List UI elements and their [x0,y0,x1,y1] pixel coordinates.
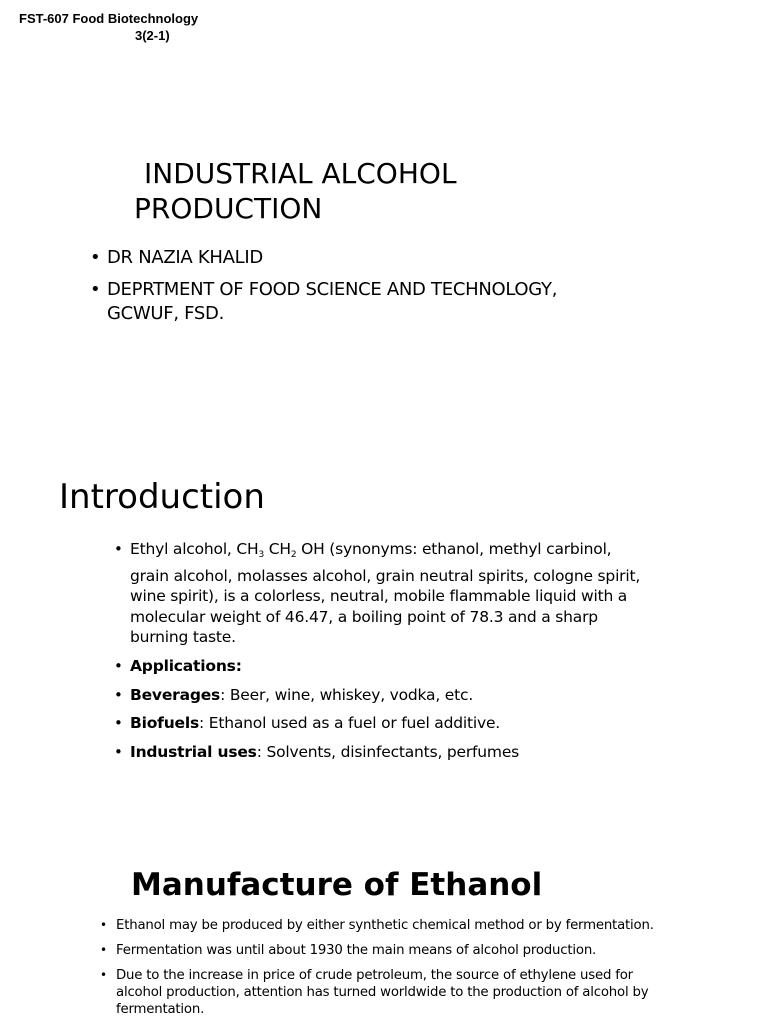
section-title-manufacture: Manufacture of Ethanol [131,867,543,903]
application-label: Biofuels [130,714,200,733]
bullet-icon: • [114,714,123,733]
course-header [19,10,289,44]
application-text: : Beer, wine, whiskey, vodka, etc. [220,685,474,704]
manufacture-point: Fermentation was until about 1930 the main means of alcohol production. [116,943,597,958]
bullet-icon: • [114,656,123,675]
manufacture-list [100,917,680,1026]
section-title-introduction: Introduction [59,477,265,517]
applications-heading: Applications: [130,656,242,675]
list-item [114,685,654,706]
bullet-icon: • [90,247,101,268]
bullet-icon: • [114,685,123,704]
application-text: : Solvents, disinfectants, perfumes [256,742,520,761]
list-item [90,278,570,326]
bullet-icon: • [100,918,107,932]
ethanol-definition: Ethyl alcohol, $CH_3$ $CH_2$ OH (synonyms: ethanol, methyl carbinol, grain alcohol, molasses alcohol, grain neutral spirits, cologne spirit, wine spirit), is a colorless, neutral, mobile flammable liquid with a molecular weight of 46.47, a boiling point of 78.3 and a sharp burning taste. [130,540,641,647]
introduction-list [114,539,654,770]
course-title: FST-607 Food Biotechnology [19,11,199,26]
course-credit-hours: 3(2-1) [135,28,170,43]
list-item [114,539,654,648]
list-item [100,917,680,934]
list-item [114,713,654,734]
author-department: DEPRTMENT OF FOOD SCIENCE AND TECHNOLOGY, GCWUF, FSD. [107,279,558,324]
bullet-icon: • [90,279,101,300]
list-item [114,656,654,677]
title-line-1: INDUSTRIAL ALCOHOL [144,157,457,190]
manufacture-point: Ethanol may be produced by either synthetic chemical method or by fermentation. [116,918,654,933]
list-item [114,742,654,763]
application-label: Industrial uses [130,742,257,761]
bullet-icon: • [114,540,123,558]
slide-title-industrial-alcohol [134,156,654,226]
author-name: DR NAZIA KHALID [107,247,263,268]
list-item [90,246,570,270]
bullet-icon: • [100,943,107,957]
application-text: : Ethanol used as a fuel or fuel additive. [199,714,501,733]
bullet-icon: • [114,742,123,761]
title-line-2: PRODUCTION [134,192,323,225]
application-label: Beverages [130,685,221,704]
author-list [90,246,570,334]
manufacture-point: Due to the increase in price of crude petroleum, the source of ethylene used for alcohol production, attention has turned worldwide to the production of alcohol by fermentation. [116,968,649,1017]
list-item [100,967,680,1018]
list-item [100,942,680,959]
bullet-icon: • [100,968,107,982]
